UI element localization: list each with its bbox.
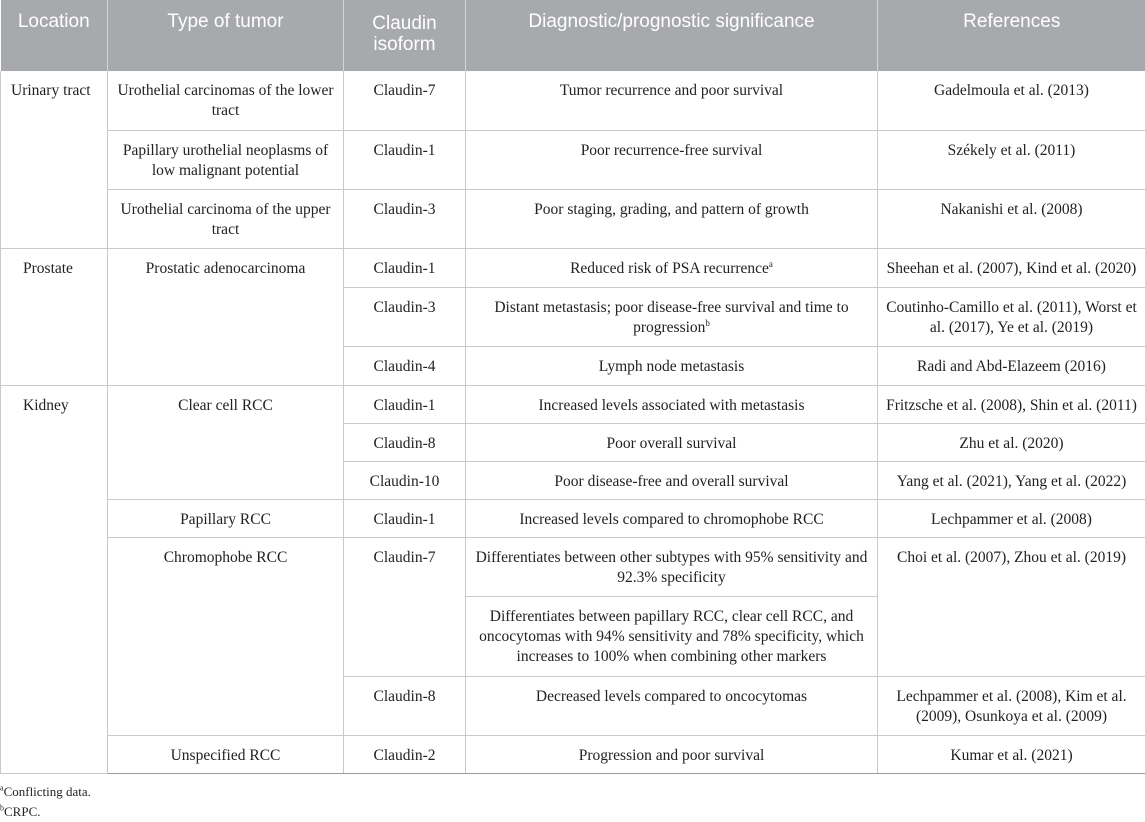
footnote-mark: a: [0, 784, 4, 793]
table-body: [1, 71, 1145, 773]
references-cell: Choi et al. (2007), Zhou et al. (2019): [878, 537, 1145, 676]
table-row: [1, 248, 1145, 287]
header-claudin-isoform: [344, 0, 466, 71]
significance-cell: Lymph node metastasis: [466, 346, 878, 385]
footnote-marker: b: [705, 317, 710, 327]
significance-cell: Poor staging, grading, and pattern of growth: [466, 189, 878, 248]
footnote-a: [0, 782, 91, 802]
location-cell: Prostate: [1, 248, 108, 385]
header-location: Location: [1, 0, 108, 71]
tumor-type-cell: Chromophobe RCC: [108, 537, 344, 735]
significance-cell: [466, 287, 878, 346]
tumor-type-cell: Clear cell RCC: [108, 385, 344, 499]
significance-text: Distant metastasis; poor disease-free survival and time to progression: [494, 299, 848, 336]
isoform-cell: Claudin-3: [344, 189, 466, 248]
significance-cell: Increased levels associated with metastasis: [466, 385, 878, 423]
tumor-type-cell: Urothelial carcinoma of the upper tract: [108, 189, 344, 248]
references-cell: Fritzsche et al. (2008), Shin et al. (2011): [878, 385, 1145, 423]
isoform-cell: Claudin-7: [344, 71, 466, 130]
isoform-cell: Claudin-8: [344, 423, 466, 461]
isoform-cell: Claudin-8: [344, 676, 466, 735]
table-row: [1, 385, 1145, 423]
header-type-of-tumor: Type of tumor: [108, 0, 344, 71]
header-references: References: [878, 0, 1145, 71]
significance-cell: Decreased levels compared to oncocytomas: [466, 676, 878, 735]
references-cell: Sheehan et al. (2007), Kind et al. (2020): [878, 248, 1145, 287]
tumor-type-cell: Papillary urothelial neoplasms of low malignant potential: [108, 130, 344, 189]
header-isoform-line2: isoform: [373, 34, 435, 55]
table-row: [1, 537, 1145, 596]
significance-cell: Poor overall survival: [466, 423, 878, 461]
isoform-cell: Claudin-4: [344, 346, 466, 385]
isoform-cell: Claudin-10: [344, 461, 466, 499]
references-cell: Yang et al. (2021), Yang et al. (2022): [878, 461, 1145, 499]
table-footnotes: [0, 782, 91, 822]
header-significance: Diagnostic/prognostic significance: [466, 0, 878, 71]
isoform-cell: Claudin-2: [344, 735, 466, 773]
table-header: [1, 0, 1145, 71]
isoform-cell: Claudin-1: [344, 385, 466, 423]
significance-cell: [466, 248, 878, 287]
references-cell: Nakanishi et al. (2008): [878, 189, 1145, 248]
isoform-cell: Claudin-7: [344, 537, 466, 676]
footnote-text: Conflicting data.: [4, 784, 91, 799]
significance-cell: Increased levels compared to chromophobe RCC: [466, 499, 878, 537]
tumor-type-cell: Unspecified RCC: [108, 735, 344, 773]
footnote-mark: b: [0, 804, 4, 813]
header-isoform-line1: Claudin: [372, 13, 436, 34]
footnote-b: [0, 802, 91, 822]
location-cell: Kidney: [1, 385, 108, 773]
references-cell: Lechpammer et al. (2008): [878, 499, 1145, 537]
tumor-type-cell: Prostatic adenocarcinoma: [108, 248, 344, 385]
isoform-cell: Claudin-1: [344, 130, 466, 189]
significance-cell: Tumor recurrence and poor survival: [466, 71, 878, 130]
significance-cell: Differentiates between other subtypes with 95% sensitivity and 92.3% specificity: [466, 537, 878, 596]
references-cell: Zhu et al. (2020): [878, 423, 1145, 461]
footnote-text: CRPC.: [4, 804, 41, 819]
footnote-marker: a: [769, 258, 773, 268]
references-cell: Coutinho-Camillo et al. (2011), Worst et al. (2017), Ye et al. (2019): [878, 287, 1145, 346]
significance-text: Reduced risk of PSA recurrence: [570, 260, 769, 277]
location-cell: Urinary tract: [1, 71, 108, 248]
isoform-cell: Claudin-1: [344, 499, 466, 537]
tumor-type-cell: Urothelial carcinomas of the lower tract: [108, 71, 344, 130]
header-row: [1, 0, 1145, 71]
table-row: [1, 189, 1145, 248]
significance-cell: Poor recurrence-free survival: [466, 130, 878, 189]
significance-cell: Poor disease-free and overall survival: [466, 461, 878, 499]
references-cell: Lechpammer et al. (2008), Kim et al. (2009), Osunkoya et al. (2009): [878, 676, 1145, 735]
references-cell: Székely et al. (2011): [878, 130, 1145, 189]
references-cell: Kumar et al. (2021): [878, 735, 1145, 773]
table-row: [1, 735, 1145, 773]
tumor-type-cell: Papillary RCC: [108, 499, 344, 537]
table-row: [1, 130, 1145, 189]
isoform-cell: Claudin-3: [344, 287, 466, 346]
significance-cell: Differentiates between papillary RCC, clear cell RCC, and oncocytomas with 94% sensitivity and 78% specificity, which increases to 100% when combining other markers: [466, 596, 878, 676]
table-row: [1, 499, 1145, 537]
table-row: [1, 71, 1145, 130]
significance-cell: Progression and poor survival: [466, 735, 878, 773]
isoform-cell: Claudin-1: [344, 248, 466, 287]
references-cell: Radi and Abd-Elazeem (2016): [878, 346, 1145, 385]
references-cell: Gadelmoula et al. (2013): [878, 71, 1145, 130]
